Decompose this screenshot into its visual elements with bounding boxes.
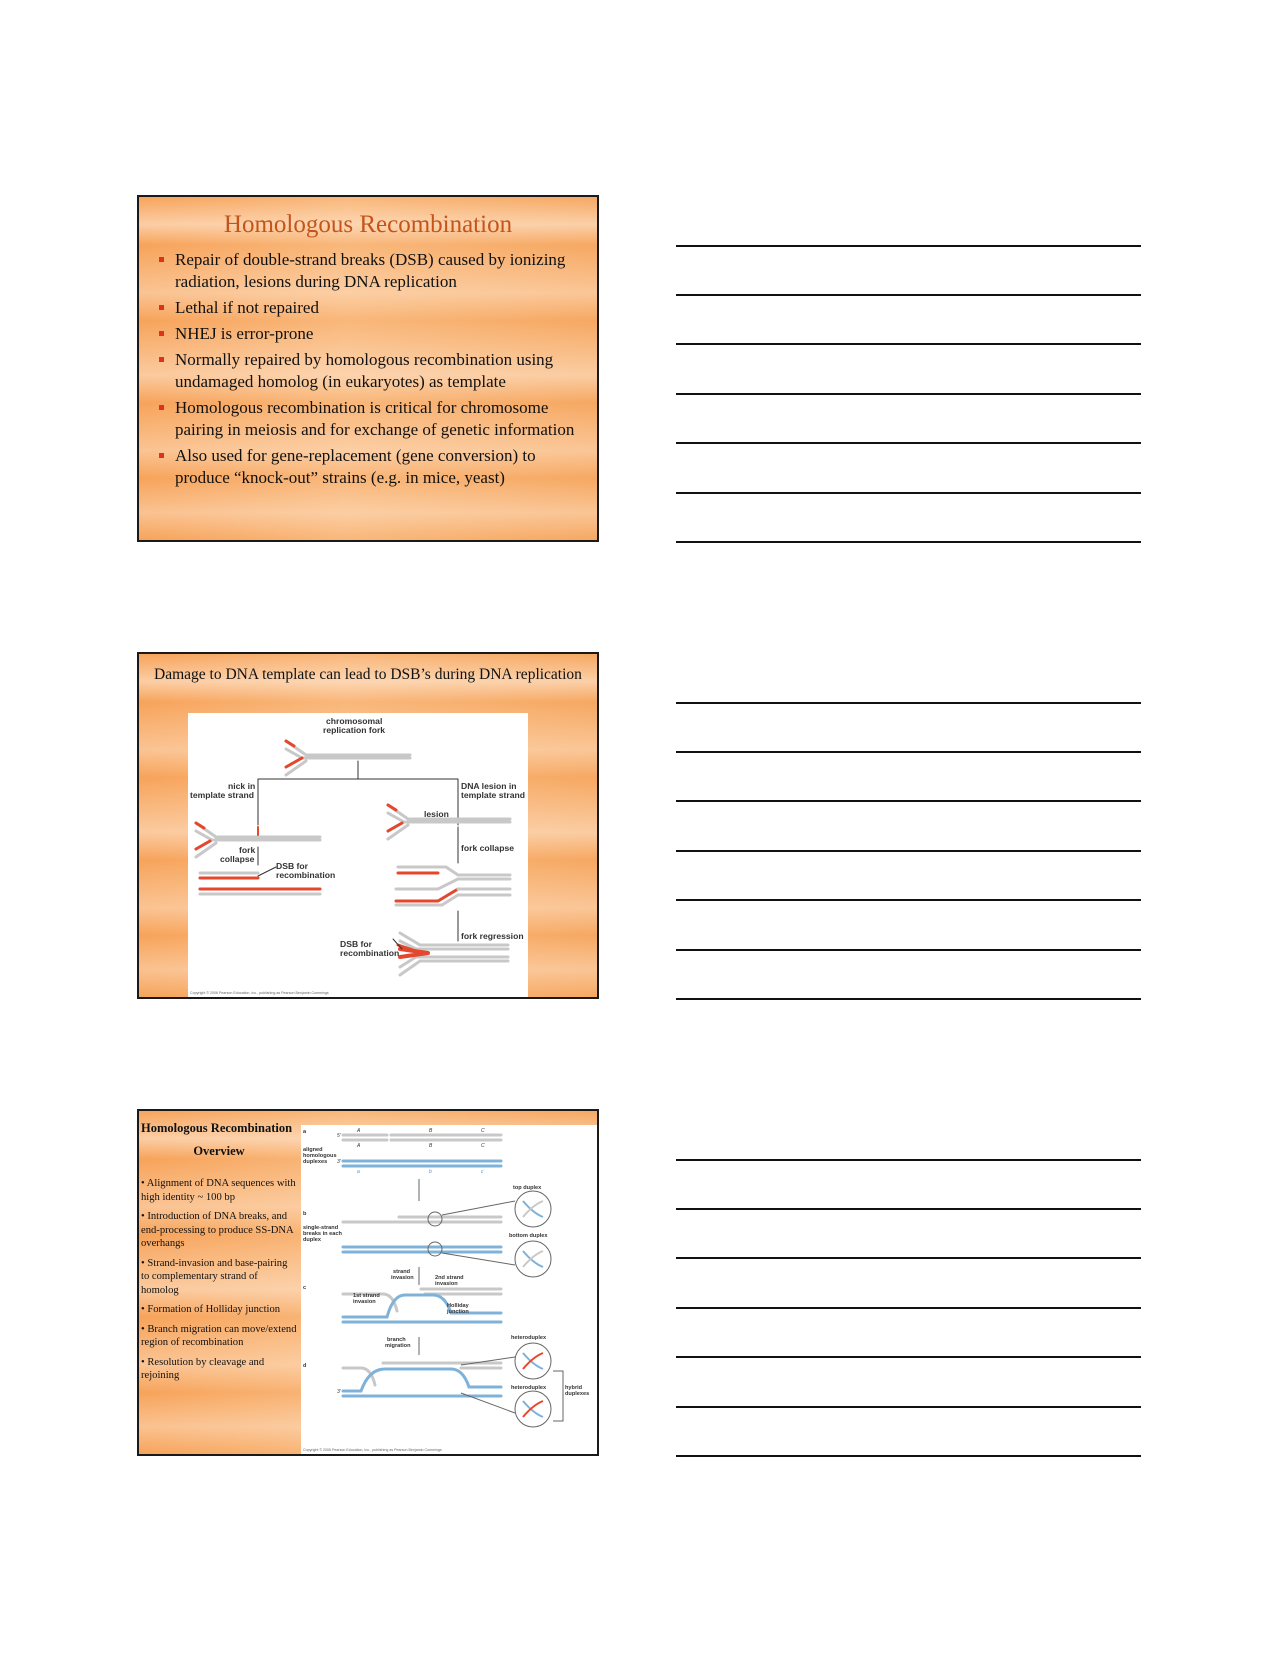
svg-text:B: B <box>429 1143 433 1149</box>
svg-text:C: C <box>481 1128 485 1134</box>
bullet-item: Normally repaired by homologous recombination using undamaged homolog (in eukaryotes) as template <box>159 349 581 393</box>
bullet-item: Lethal if not repaired <box>159 297 581 319</box>
note-line <box>676 1406 1141 1408</box>
note-line <box>676 1159 1141 1161</box>
overview-text-column <box>139 1111 299 1454</box>
holliday-line1: Holliday <box>447 1303 469 1309</box>
fork-collapse-right: fork collapse <box>461 843 515 853</box>
svg-text:A: A <box>357 1143 361 1149</box>
note-line <box>676 850 1141 852</box>
note-line <box>676 702 1141 704</box>
strand-invasion-line2: invasion <box>391 1275 414 1281</box>
holliday-line2: junction <box>447 1309 469 1315</box>
slide-recombination-overview <box>137 1109 599 1456</box>
hybrid-line2: duplexes <box>565 1391 590 1397</box>
top-duplex-label: top duplex <box>513 1185 542 1191</box>
note-line <box>676 442 1141 444</box>
ss-line2: breaks in each <box>303 1231 342 1237</box>
recombination-overview-svg <box>301 1125 599 1454</box>
slide-dna-damage-dsb <box>137 652 599 999</box>
first-invasion-line2: invasion <box>353 1299 376 1305</box>
svg-text:a: a <box>357 1169 360 1175</box>
slide-title: Homologous Recombination <box>223 211 513 238</box>
figure-copyright: Copyright © 2006 Pearson Education, Inc., publishing as Pearson Benjamin Cummings <box>303 1448 442 1452</box>
recombination-overview-diagram <box>301 1125 599 1454</box>
note-line <box>676 1257 1141 1259</box>
lesion-label: lesion <box>424 809 449 819</box>
aligned-line3: duplexes <box>303 1159 328 1165</box>
svg-text:B: B <box>429 1128 433 1134</box>
bullet-item: Homologous recombination is critical for chromosome pairing in meiosis and for exchange of genetic information <box>159 397 581 441</box>
note-line <box>676 1455 1141 1457</box>
bullet-square-icon <box>159 331 164 336</box>
note-line <box>676 1208 1141 1210</box>
svg-text:c: c <box>481 1169 484 1175</box>
nick-label-line1: nick in <box>228 781 256 791</box>
dsb-left-line2: recombination <box>276 870 336 880</box>
bullet-square-icon <box>159 305 164 310</box>
ss-line1: single-strand <box>303 1225 339 1231</box>
first-invasion-line1: 1st strand <box>353 1293 380 1299</box>
overview-point: • Formation of Holliday junction <box>141 1304 281 1315</box>
heteroduplex-top-label: heteroduplex <box>511 1335 547 1341</box>
svg-text:A: A <box>357 1128 361 1134</box>
figure-copyright: Copyright © 2006 Pearson Education, Inc., publishing as Pearson Benjamin Cummings <box>190 991 329 995</box>
lesion-label-line2: template strand <box>461 790 525 800</box>
overview-point: • Branch migration can move/extend region of recombination <box>141 1323 297 1348</box>
slide-subtitle: Overview <box>193 1144 245 1158</box>
ss-line3: duplex <box>303 1237 322 1243</box>
note-line <box>676 899 1141 901</box>
bullet-square-icon <box>159 453 164 458</box>
fork-collapse-left-line2: collapse <box>220 854 255 864</box>
fork-label-line2: replication fork <box>323 725 386 735</box>
note-line <box>676 949 1141 951</box>
fork-regression-label: fork regression <box>461 931 524 941</box>
svg-text:3': 3' <box>337 1159 341 1165</box>
note-line <box>676 800 1141 802</box>
overview-point: • Introduction of DNA breaks, and end-processing to produce SS-DNA overhangs <box>141 1211 294 1249</box>
slide-title: Damage to DNA template can lead to DSB’s during DNA replication <box>154 666 582 683</box>
overview-point: • Alignment of DNA sequences with high identity ~ 100 bp <box>141 1178 296 1203</box>
aligned-line1: aligned <box>303 1147 323 1153</box>
svg-text:b: b <box>429 1169 432 1175</box>
note-line <box>676 1356 1141 1358</box>
strand-invasion-line1: strand <box>393 1269 411 1275</box>
fork-collapse-left-line1: fork <box>239 845 256 855</box>
second-invasion-line2: invasion <box>435 1281 458 1287</box>
panel-d: d <box>303 1363 307 1369</box>
note-line <box>676 541 1141 543</box>
replication-fork-diagram <box>188 713 528 997</box>
bullet-item: Repair of double-strand breaks (DSB) caused by ionizing radiation, lesions during DNA replication <box>159 249 581 293</box>
hybrid-line1: hybrid <box>565 1385 583 1391</box>
note-line <box>676 294 1141 296</box>
replication-fork-svg <box>188 713 528 997</box>
slide-title: Homologous Recombination <box>141 1121 293 1135</box>
heteroduplex-bottom-label: heteroduplex <box>511 1385 547 1391</box>
dsb-right-line2: recombination <box>340 948 400 958</box>
lesion-label-line1: DNA lesion in <box>461 781 517 791</box>
note-line <box>676 245 1141 247</box>
fork-label-line1: chromosomal <box>326 716 383 726</box>
branch-migration-line1: branch <box>387 1337 406 1343</box>
bullet-square-icon <box>159 257 164 262</box>
bullet-square-icon <box>159 357 164 362</box>
dsb-left-line1: DSB for <box>276 861 308 871</box>
aligned-line2: homologous <box>303 1153 337 1159</box>
bullet-list <box>139 249 597 489</box>
note-line <box>676 343 1141 345</box>
overview-points <box>139 1177 299 1383</box>
bullet-item: NHEJ is error-prone <box>159 323 581 345</box>
panel-c: c <box>303 1285 307 1291</box>
note-line <box>676 998 1141 1000</box>
second-invasion-line1: 2nd strand <box>435 1275 464 1281</box>
panel-a: a <box>303 1129 307 1135</box>
overview-point: • Resolution by cleavage and rejoining <box>141 1356 265 1381</box>
svg-text:5': 5' <box>337 1133 341 1139</box>
bullet-item: Also used for gene-replacement (gene conversion) to produce “knock-out” strains (e.g. in mice, yeast) <box>159 445 581 489</box>
slide-homologous-recombination <box>137 195 599 542</box>
svg-text:3': 3' <box>337 1389 341 1395</box>
bottom-duplex-label: bottom duplex <box>509 1233 548 1239</box>
branch-migration-line2: migration <box>385 1343 411 1349</box>
dsb-right-line1: DSB for <box>340 939 372 949</box>
nick-label-line2: template strand <box>190 790 254 800</box>
note-line <box>676 393 1141 395</box>
panel-b: b <box>303 1211 307 1217</box>
svg-text:C: C <box>481 1143 485 1149</box>
note-line <box>676 492 1141 494</box>
bullet-square-icon <box>159 405 164 410</box>
note-line <box>676 1307 1141 1309</box>
overview-point: • Strand-invasion and base-pairing to complementary strand of homolog <box>141 1257 288 1296</box>
note-line <box>676 751 1141 753</box>
